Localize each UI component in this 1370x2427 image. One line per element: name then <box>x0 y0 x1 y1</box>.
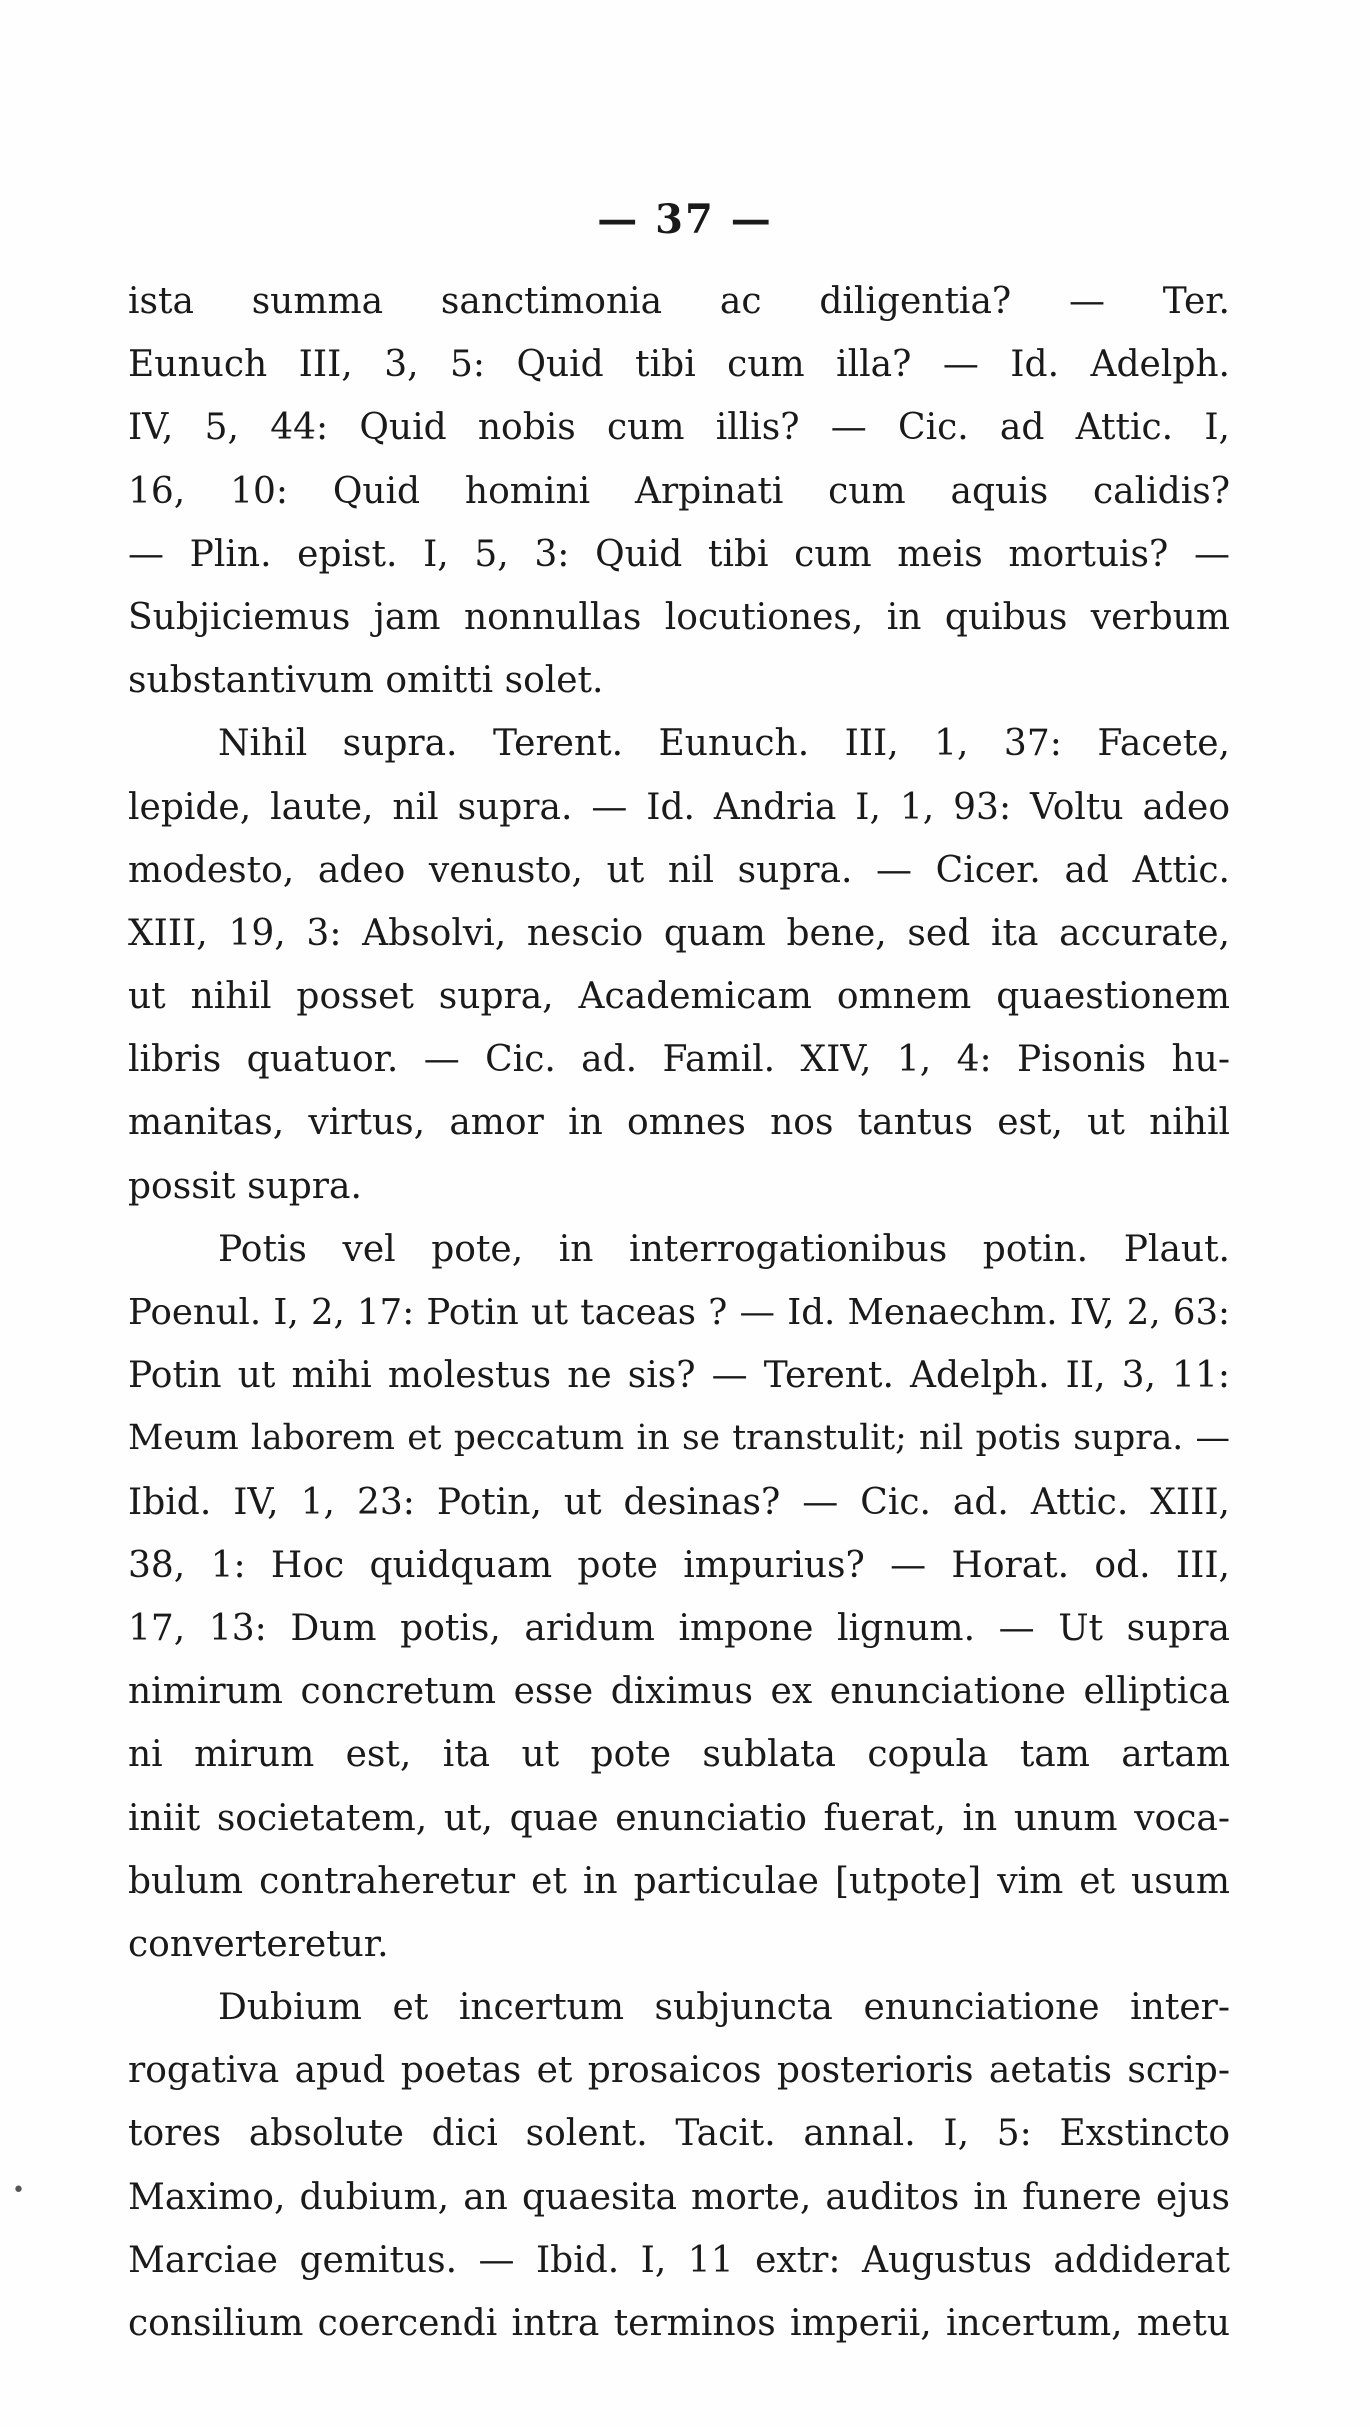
text-line: bulum contraheretur et in particulae [utpote] vim et usum <box>128 1860 1230 1902</box>
stray-ink-mark: • <box>12 2178 25 2203</box>
text-line: manitas, virtus, amor in omnes nos tantus est, ut nihil <box>128 1102 1230 1144</box>
page-number: — 37 — <box>597 196 773 243</box>
text-line: Meum laborem et peccatum in se transtulit; nil potis supra. — <box>128 1418 1230 1459</box>
paragraph-start-line: Dubium et incertum subjuncta enunciatione inter- <box>218 1987 1230 2029</box>
text-line: iniit societatem, ut, quae enunciatio fuerat, in unum voca- <box>128 1797 1230 1839</box>
text-line: XIII, 19, 3: Absolvi, nescio quam bene, sed ita accurate, <box>128 912 1230 954</box>
text-line: libris quatuor. — Cic. ad. Famil. XIV, 1, 4: Pisonis hu- <box>128 1039 1230 1081</box>
text-line: Poenul. I, 2, 17: Potin ut taceas ? — Id. Menaechm. IV, 2, 63: <box>128 1292 1230 1333</box>
text-line: Marciae gemitus. — Ibid. I, 11 extr: Augustus addiderat <box>128 2239 1230 2281</box>
paragraph-start-line: Nihil supra. Terent. Eunuch. III, 1, 37: Facete, <box>218 723 1230 765</box>
text-line: ut nihil posset supra, Academicam omnem quaestionem <box>128 976 1230 1018</box>
text-line: IV, 5, 44: Quid nobis cum illis? — Cic. ad Attic. I, <box>128 407 1230 449</box>
text-line: Ibid. IV, 1, 23: Potin, ut desinas? — Cic. ad. Attic. XIII, <box>128 1481 1230 1523</box>
text-line: 38, 1: Hoc quidquam pote impurius? — Horat. od. III, <box>128 1544 1230 1586</box>
text-line: consilium coercendi intra terminos imperii, incertum, metu <box>128 2303 1230 2344</box>
text-line: ni mirum est, ita ut pote sublata copula tam artam <box>128 1734 1230 1776</box>
text-line: Maximo, dubium, an quaesita morte, auditos in funere ejus <box>128 2176 1230 2218</box>
text-line: substantivum omitti solet. <box>128 660 604 702</box>
text-line: tores absolute dici solent. Tacit. annal. I, 5: Exstincto <box>128 2113 1230 2155</box>
text-line: Potin ut mihi molestus ne sis? — Terent. Adelph. II, 3, 11: <box>128 1355 1230 1397</box>
text-line: ista summa sanctimonia ac diligentia? — Ter. <box>128 281 1230 322</box>
text-line: nimirum concretum esse diximus ex enunciatione elliptica <box>128 1671 1230 1713</box>
text-line: Eunuch III, 3, 5: Quid tibi cum illa? — Id. Adelph. <box>128 344 1230 386</box>
text-line: Subjiciemus jam nonnullas locutiones, in quibus verbum <box>128 596 1230 638</box>
paragraph-start-line: Potis vel pote, in interrogationibus potin. Plaut. <box>218 1228 1230 1270</box>
text-line: converteretur. <box>128 1923 389 1965</box>
body-text <box>128 270 1230 2355</box>
text-line: possit supra. <box>128 1165 362 1207</box>
text-line: modesto, adeo venusto, ut nil supra. — Cicer. ad Attic. <box>128 849 1230 891</box>
text-line: rogativa apud poetas et prosaicos posterioris aetatis scrip- <box>128 2050 1230 2092</box>
text-line: 17, 13: Dum potis, aridum impone lignum. — Ut supra <box>128 1607 1230 1649</box>
text-line: — Plin. epist. I, 5, 3: Quid tibi cum meis mortuis? — <box>128 533 1230 575</box>
text-line: lepide, laute, nil supra. — Id. Andria I, 1, 93: Voltu adeo <box>128 786 1230 828</box>
text-line: 16, 10: Quid homini Arpinati cum aquis calidis? <box>128 470 1230 512</box>
